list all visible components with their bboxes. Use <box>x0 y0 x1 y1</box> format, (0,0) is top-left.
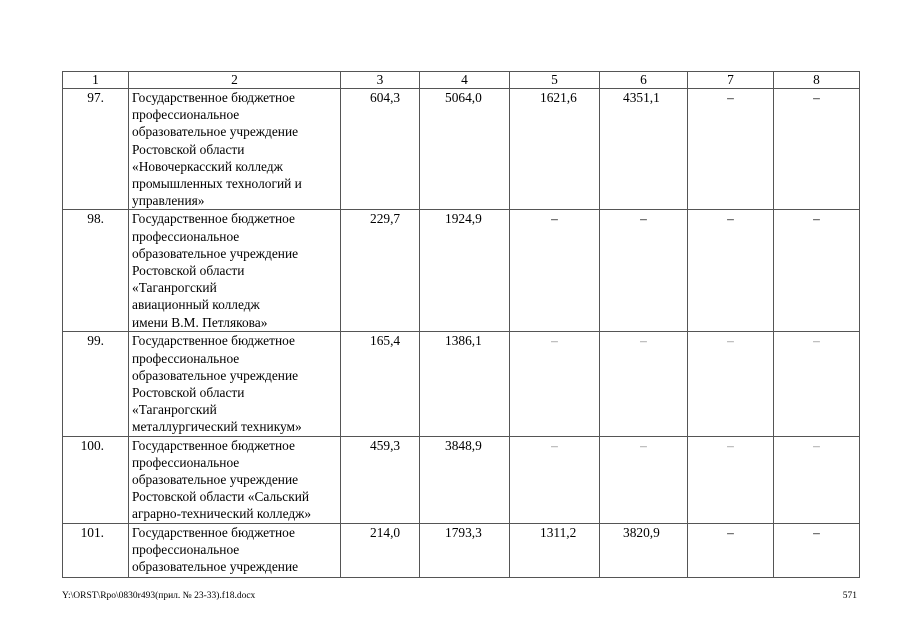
name-line: «Таганрогский <box>132 280 217 296</box>
table-row <box>63 523 860 577</box>
name-line: металлургический техникум» <box>132 419 302 435</box>
cell-col-4: 1793,3 <box>420 523 510 577</box>
cell-col-6: 4351,1 <box>600 89 688 210</box>
column-header: 6 <box>600 72 688 89</box>
column-header: 4 <box>420 72 510 89</box>
name-line: профессиональное <box>132 454 240 470</box>
cell-col-5: – <box>510 210 600 332</box>
cell-col-8: – <box>774 89 860 210</box>
column-header: 2 <box>129 72 341 89</box>
name-line: Государственное бюджетное <box>132 437 295 453</box>
name-line: Ростовской области <box>132 385 245 401</box>
cell-col-8: – <box>774 436 860 523</box>
name-line: профессиональное <box>132 107 240 123</box>
table-header-row <box>63 72 860 89</box>
cell-col-7: – <box>688 332 774 436</box>
footer-file-path: Y:\ORST\Rpo\0830r493(прил. № 23-33).f18.docx <box>62 591 256 601</box>
cell-col-3: 229,7 <box>341 210 420 332</box>
name-line: профессиональное <box>132 228 240 244</box>
cell-col-4: 1386,1 <box>420 332 510 436</box>
name-line: Государственное бюджетное <box>132 333 295 349</box>
table-row <box>63 436 860 523</box>
cell-col-7: – <box>688 436 774 523</box>
table-row <box>63 332 860 436</box>
cell-col-4: 3848,9 <box>420 436 510 523</box>
name-line: Государственное бюджетное <box>132 90 295 105</box>
cell-col-4: 1924,9 <box>420 210 510 332</box>
name-line: Ростовской области «Сальский <box>132 489 310 505</box>
name-line: аграрно-технический колледж» <box>132 506 312 522</box>
table-row <box>63 210 860 332</box>
column-header: 1 <box>63 72 129 89</box>
cell-col-7: – <box>688 89 774 210</box>
institution-name <box>129 332 341 436</box>
name-line: Государственное бюджетное <box>132 524 295 540</box>
name-line: профессиональное <box>132 350 240 366</box>
name-line: образовательное учреждение <box>132 559 299 575</box>
row-number: 97. <box>63 89 129 210</box>
cell-col-3: 214,0 <box>341 523 420 577</box>
column-header: 5 <box>510 72 600 89</box>
cell-col-7: – <box>688 210 774 332</box>
cell-col-8: – <box>774 332 860 436</box>
cell-col-4: 5064,0 <box>420 89 510 210</box>
name-line: профессиональное <box>132 541 240 557</box>
name-line: образовательное учреждение <box>132 245 299 261</box>
cell-col-3: 604,3 <box>341 89 420 210</box>
name-line: «Новочеркасский колледж <box>132 158 283 174</box>
name-line: имени В.М. Петлякова» <box>132 314 268 330</box>
name-line: управления» <box>132 193 205 209</box>
row-number: 100. <box>63 436 129 523</box>
institution-name <box>129 523 341 577</box>
column-header: 8 <box>774 72 860 89</box>
cell-col-3: 459,3 <box>341 436 420 523</box>
row-number: 101. <box>63 523 129 577</box>
name-line: образовательное учреждение <box>132 367 299 383</box>
cell-col-6: – <box>600 210 688 332</box>
name-line: Ростовской области <box>132 141 245 157</box>
cell-col-8: – <box>774 210 860 332</box>
row-number: 99. <box>63 332 129 436</box>
name-line: авиационный колледж <box>132 297 260 313</box>
name-line: образовательное учреждение <box>132 124 299 140</box>
cell-col-5: – <box>510 332 600 436</box>
cell-col-6: – <box>600 436 688 523</box>
column-header: 3 <box>341 72 420 89</box>
name-line: промышленных технологий и <box>132 176 302 192</box>
cell-col-6: – <box>600 332 688 436</box>
institution-name <box>129 436 341 523</box>
cell-col-3: 165,4 <box>341 332 420 436</box>
name-line: Государственное бюджетное <box>132 211 295 227</box>
table-row <box>63 89 860 210</box>
cell-col-8: – <box>774 523 860 577</box>
institution-name <box>129 89 341 210</box>
row-number: 98. <box>63 210 129 332</box>
cell-col-6: 3820,9 <box>600 523 688 577</box>
cell-col-5: 1621,6 <box>510 89 600 210</box>
cell-col-5: – <box>510 436 600 523</box>
column-header: 7 <box>688 72 774 89</box>
name-line: «Таганрогский <box>132 402 217 418</box>
institution-name <box>129 210 341 332</box>
cell-col-7: – <box>688 523 774 577</box>
document-table <box>62 71 860 578</box>
footer-page-number: 571 <box>842 591 857 601</box>
cell-col-5: 1311,2 <box>510 523 600 577</box>
name-line: Ростовской области <box>132 263 245 279</box>
name-line: образовательное учреждение <box>132 472 299 488</box>
